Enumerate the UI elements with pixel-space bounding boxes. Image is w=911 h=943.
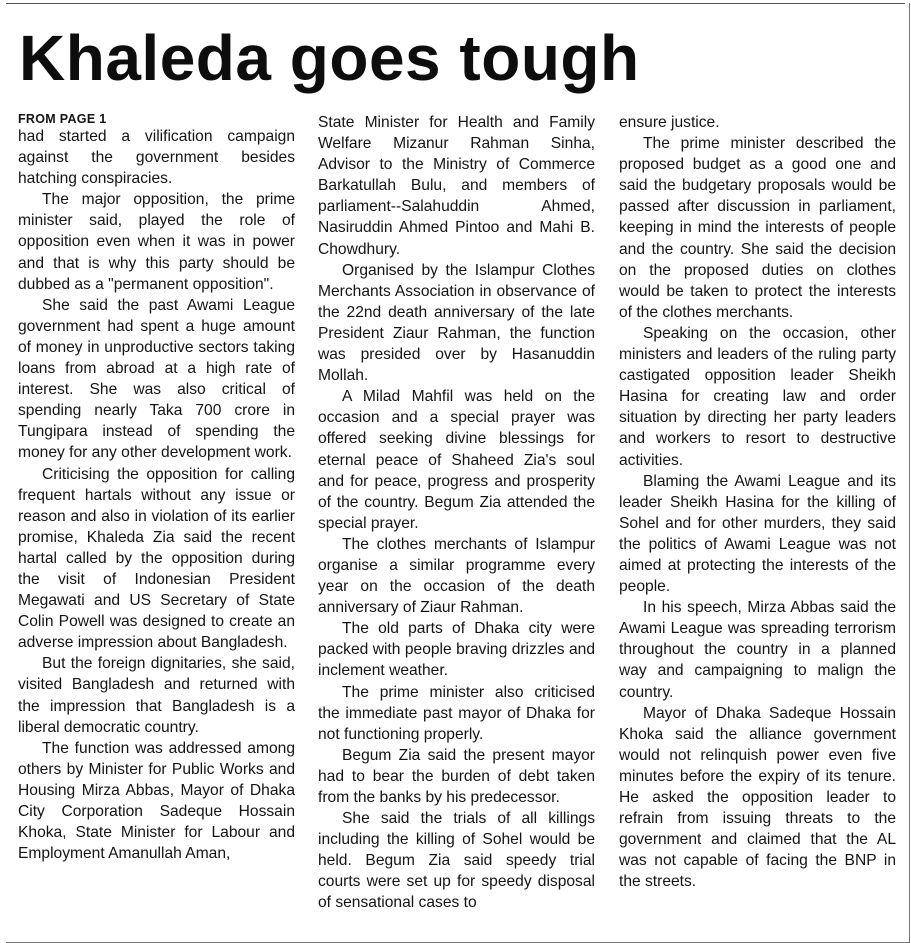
paragraph: State Minister for Health and Family Welfare Mizanur Rahman Sinha, Advisor to the Ministry of Commerce Barkatullah Bulu, and members of parliament--Salahuddin Ahmed, Nasiruddin Ahmed Pintoo and Mahi B. Chowdhury.: [318, 114, 595, 258]
paragraph: Begum Zia said the present mayor had to bear the burden of debt taken from the banks by his predecessor.: [318, 746, 595, 806]
article-column-3: [619, 112, 896, 892]
paragraph: The old parts of Dhaka city were packed with people braving drizzles and inclement weather.: [318, 620, 595, 680]
paragraph: Criticising the opposition for calling frequent hartals without any issue or reason and also in violation of its earlier promise, Khaleda Zia said the recent hartal called by the opposition during the visit of Indonesian President Megawati and US Secretary of State Colin Powell was designed to create an adverse impression about Bangladesh.: [18, 465, 295, 652]
paragraph: The prime minister described the proposed budget as a good one and said the budgetary proposals would be passed after discussion in parliament, keeping in mind the interests of people and the country. She said the decision on the proposed duties on clothes would be taken to protect the interests of the clothes merchants.: [619, 135, 896, 321]
paragraph: ensure justice.: [619, 114, 720, 131]
paragraph: The prime minister also criticised the immediate past mayor of Dhaka for not functioning properly.: [318, 683, 595, 743]
paragraph: She said the trials of all killings including the killing of Sohel would be held. Begum Zia said speedy trial courts were set up for speedy disposal of sensational cases to: [318, 810, 595, 912]
paragraph: But the foreign dignitaries, she said, visited Bangladesh and returned with the impression that Bangladesh is a liberal democratic country.: [18, 655, 295, 736]
article-column-1: [18, 112, 295, 864]
paragraph: Organised by the Islampur Clothes Merchants Association in observance of the 22nd death anniversary of the late President Ziaur Rahman, the function was presided over by Hasanuddin Mollah.: [318, 261, 595, 385]
right-rule: [909, 3, 910, 943]
headline: Khaleda goes tough: [19, 22, 640, 94]
paragraph: Blaming the Awami League and its leader Sheikh Hasina for the killing of Sohel and for other murders, they said the politics of Awami League was not aimed at protecting the interests of the people.: [619, 472, 896, 596]
paragraph: The function was addressed among others by Minister for Public Works and Housing Mirza Abbas, Mayor of Dhaka City Corporation Sadeque Hossain Khoka, State Minister for Labour and Employment Amanullah Aman,: [18, 739, 295, 863]
paragraph: Mayor of Dhaka Sadeque Hossain Khoka said the alliance government would not relinquish power even five minutes before the expiry of its tenure. He asked the opposition leader to refrain from issuing threats to the government and claimed that the AL was not capable of facing the BNP in the streets.: [619, 704, 896, 891]
paragraph: had started a vilification campaign against the government besides hatching conspiracies.: [18, 128, 295, 188]
dateline: FROM PAGE 1: [18, 112, 107, 126]
article-column-2: [318, 112, 595, 914]
paragraph: She said the past Awami League government had spent a huge amount of money in unproductive sectors taking loans from abroad at a high rate of interest. She was also critical of spending nearly Taka 700 crore in Tungipara instead of spending the money for any other development work.: [18, 296, 295, 462]
top-rule: [6, 3, 905, 4]
paragraph: The major opposition, the prime minister said, played the role of opposition even when it was in power and that is why this party should be dubbed as a "permanent opposition".: [18, 191, 295, 293]
paragraph: In his speech, Mirza Abbas said the Awami League was spreading terrorism throughout the country in a planned way and campaigning to malign the country.: [619, 599, 896, 701]
paragraph: A Milad Mahfil was held on the occasion and a special prayer was offered seeking divine blessings for eternal peace of Shaheed Zia's soul and for peace, progress and prosperity of the country. Begum Zia attended the special prayer.: [318, 388, 595, 532]
paragraph: Speaking on the occasion, other ministers and leaders of the ruling party castigated opposition leader Sheikh Hasina for creating law and order situation by directing her party leaders and workers to resort to destructive activities.: [619, 324, 896, 469]
paragraph: The clothes merchants of Islampur organise a similar programme every year on the occasion of the death anniversary of Ziaur Rahman.: [318, 535, 595, 617]
